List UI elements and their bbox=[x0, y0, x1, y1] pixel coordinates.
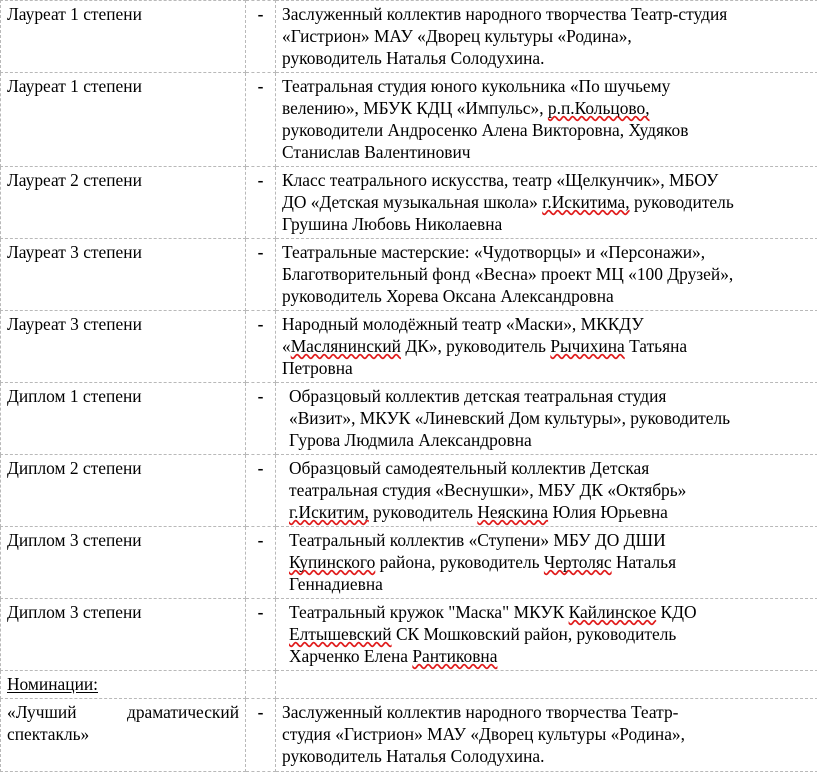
recipient-line: Купинского района, руководитель Чертоляс Наталья bbox=[289, 552, 677, 573]
award-level: Диплом 3 степени bbox=[1, 527, 246, 599]
recipient-line: Елтышевский СК Мошковский район, руководитель bbox=[289, 624, 677, 645]
recipient-line: Театральный кружок "Маска" МКУК Кайлинское КДО bbox=[289, 602, 697, 623]
nomination-title-line: спектакль» bbox=[7, 724, 90, 745]
awards-table-body bbox=[1, 1, 817, 772]
spellcheck-word: Неяскина bbox=[477, 502, 549, 523]
nomination-recipient bbox=[276, 699, 817, 771]
row-dash: - bbox=[246, 527, 276, 599]
nomination-row bbox=[1, 699, 817, 771]
table-row bbox=[1, 599, 817, 671]
spellcheck-word: Маслянинский bbox=[290, 336, 401, 357]
row-dash: - bbox=[246, 1, 276, 73]
award-recipient bbox=[276, 73, 817, 167]
spellcheck-word: Елтышевский bbox=[289, 624, 392, 645]
recipient-line: г.Искитим, руководитель Неяскина Юлия Юрьевна bbox=[289, 502, 668, 523]
spellcheck-word: г.Искитим, bbox=[289, 502, 369, 523]
nominations-heading-desc-cell bbox=[276, 671, 817, 699]
recipient-line: ДО «Детская музыкальная школа» г.Искитима, руководитель bbox=[282, 192, 734, 213]
nomination-title-line: «Лучший драматический bbox=[7, 702, 239, 723]
award-level: Лауреат 3 степени bbox=[1, 239, 246, 311]
recipient-line: руководитель Наталья Солодухина. bbox=[282, 746, 545, 767]
spellcheck-word: Кайлинское bbox=[568, 602, 657, 623]
award-level: Диплом 2 степени bbox=[1, 455, 246, 527]
row-dash: - bbox=[246, 167, 276, 239]
award-level: Диплом 3 степени bbox=[1, 599, 246, 671]
recipient-line: Класс театрального искусства, театр «Щелкунчик», МБОУ bbox=[282, 170, 719, 191]
recipient-line: Петровна bbox=[282, 358, 353, 379]
nominations-heading-dash-cell bbox=[246, 671, 276, 699]
award-level: Лауреат 1 степени bbox=[1, 73, 246, 167]
recipient-line: Гурова Людмила Александровна bbox=[289, 430, 532, 451]
recipient-line: Образцовый самодеятельный коллектив Детская bbox=[289, 458, 650, 479]
recipient-line: «Маслянинский ДК», руководитель Рычихина Татьяна bbox=[282, 336, 688, 357]
award-recipient bbox=[276, 455, 817, 527]
recipient-line: Благотворительный фонд «Весна» проект МЦ «100 Друзей», bbox=[282, 264, 734, 285]
recipient-line: Геннадиевна bbox=[289, 574, 383, 595]
recipient-line: руководитель Хорева Оксана Александровна bbox=[282, 286, 614, 307]
award-recipient bbox=[276, 239, 817, 311]
spellcheck-word: Купинского bbox=[289, 552, 376, 573]
recipient-line: студия «Гистрион» МАУ «Дворец культуры «Родина», bbox=[282, 724, 685, 745]
recipient-line: Театральная студия юного кукольника «По шучьему bbox=[282, 76, 671, 97]
award-level: Лауреат 3 степени bbox=[1, 311, 246, 383]
recipient-line: Заслуженный коллектив народного творчества Театр- bbox=[282, 702, 679, 723]
row-dash: - bbox=[246, 455, 276, 527]
award-recipient bbox=[276, 599, 817, 671]
row-dash: - bbox=[246, 383, 276, 455]
recipient-line: Образцовый коллектив детская театральная студия bbox=[289, 386, 667, 407]
nominations-heading bbox=[1, 671, 246, 699]
recipient-line: Харченко Елена Рантиковна bbox=[289, 646, 498, 667]
recipient-line: «Гистрион» МАУ «Дворец культуры «Родина», bbox=[282, 26, 632, 47]
award-recipient bbox=[276, 383, 817, 455]
table-row bbox=[1, 383, 817, 455]
spellcheck-word: р.п.Кольцово, bbox=[547, 98, 650, 119]
recipient-line: руководители Андросенко Алена Викторовна, Худяков bbox=[282, 120, 689, 141]
award-level: Лауреат 1 степени bbox=[1, 1, 246, 73]
table-row bbox=[1, 239, 817, 311]
table-row bbox=[1, 527, 817, 599]
recipient-line: Театральные мастерские: «Чудотворцы» и «Персонажи», bbox=[282, 242, 706, 263]
row-dash: - bbox=[246, 699, 276, 771]
recipient-line: «Визит», МКУК «Линевский Дом культуры», руководитель bbox=[289, 408, 731, 429]
spellcheck-word: Чертоляс bbox=[543, 552, 612, 573]
recipient-line: Театральный коллектив «Ступени» МБУ ДО ДШИ bbox=[289, 530, 666, 551]
recipient-line: театральная студия «Веснушки», МБУ ДК «Октябрь» bbox=[289, 480, 687, 501]
recipient-line: велению», МБУК КДЦ «Импульс», р.п.Кольцово, bbox=[282, 98, 650, 119]
row-dash: - bbox=[246, 599, 276, 671]
table-row bbox=[1, 1, 817, 73]
award-recipient bbox=[276, 1, 817, 73]
nominations-heading-row bbox=[1, 671, 817, 699]
award-level: Диплом 1 степени bbox=[1, 383, 246, 455]
table-row bbox=[1, 311, 817, 383]
table-row bbox=[1, 167, 817, 239]
recipient-line: Народный молодёжный театр «Маски», МККДУ bbox=[282, 314, 644, 335]
recipient-line: Заслуженный коллектив народного творчества Театр-студия bbox=[282, 4, 728, 24]
recipient-line: руководитель Наталья Солодухина. bbox=[282, 48, 545, 69]
recipient-line: Грушина Любовь Николаевна bbox=[282, 214, 503, 235]
nomination-title bbox=[1, 699, 246, 771]
award-recipient bbox=[276, 311, 817, 383]
award-recipient bbox=[276, 167, 817, 239]
table-row bbox=[1, 73, 817, 167]
row-dash: - bbox=[246, 73, 276, 167]
spellcheck-word: Рычихина bbox=[550, 336, 625, 357]
recipient-line: Станислав Валентинович bbox=[282, 142, 471, 163]
nominations-heading-text: Номинации: bbox=[7, 674, 99, 695]
table-row bbox=[1, 455, 817, 527]
row-dash: - bbox=[246, 239, 276, 311]
spellcheck-word: г.Искитима, bbox=[542, 192, 630, 213]
spellcheck-word: Рантиковна bbox=[412, 646, 498, 667]
row-dash: - bbox=[246, 311, 276, 383]
award-recipient bbox=[276, 527, 817, 599]
award-level: Лауреат 2 степени bbox=[1, 167, 246, 239]
